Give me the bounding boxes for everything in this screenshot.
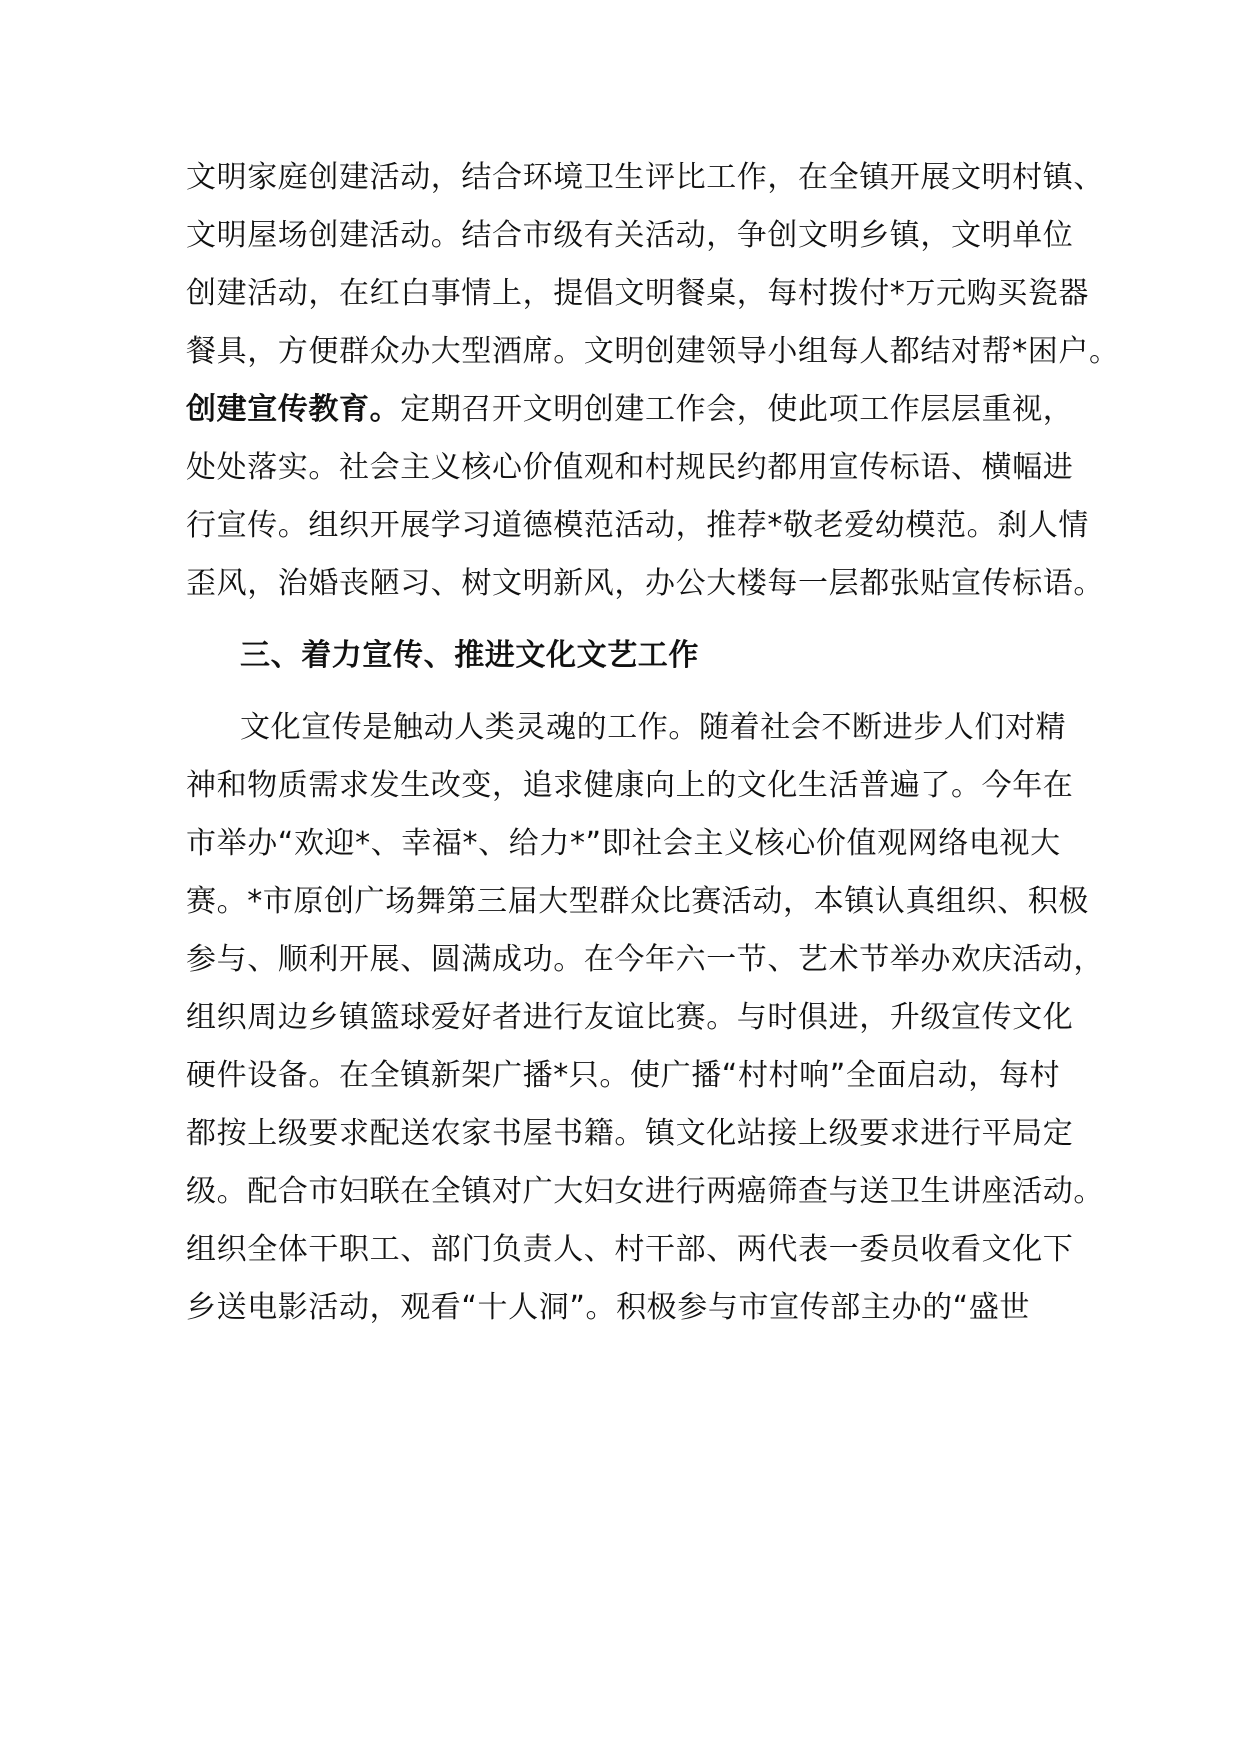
paragraph2-bold-lead: 创建宣传教育。 xyxy=(186,392,401,427)
paragraph3-line-2: 神和物质需求发生改变，追求健康向上的文化生活普遍了。今年在 xyxy=(186,768,1074,803)
section-heading: 三、着力宣传、推进文化文艺工作 xyxy=(240,638,699,673)
paragraph3-line-1: 文化宣传是触动人类灵魂的工作。随着社会不断进步人们对精 xyxy=(240,710,1067,745)
paragraph3-line-5: 参与、顺利开展、圆满成功。在今年六一节、艺术节举办欢庆活动， xyxy=(186,942,1104,977)
paragraph2-line-3: 行宣传。组织开展学习道德模范活动，推荐*敬老爱幼模范。刹人情 xyxy=(186,508,1089,543)
paragraph3-line-8: 都按上级要求配送农家书屋书籍。镇文化站接上级要求进行平局定 xyxy=(186,1116,1074,1151)
paragraph3-line-6: 组织周边乡镇篮球爱好者进行友谊比赛。与时俱进，升级宣传文化 xyxy=(186,1000,1074,1035)
paragraph3-line-3: 市举办“欢迎*、幸福*、给力*”即社会主义核心价值观网络电视大 xyxy=(186,826,1061,861)
paragraph3-line-4: 赛。*市原创广场舞第三届大型群众比赛活动，本镇认真组织、积极 xyxy=(186,884,1089,919)
paragraph1-line-2: 文明屋场创建活动。结合市级有关活动，争创文明乡镇，文明单位 xyxy=(186,218,1074,253)
paragraph2-line-1 xyxy=(186,390,1086,430)
paragraph3-line-11: 乡送电影活动，观看“十人洞”。积极参与市宣传部主办的“盛世 xyxy=(186,1290,1031,1325)
paragraph2-first-line-rest: 定期召开文明创建工作会，使此项工作层层重视， xyxy=(400,392,1074,427)
paragraph3-line-10: 组织全体干职工、部门负责人、村干部、两代表一委员收看文化下 xyxy=(186,1232,1074,1267)
paragraph1-line-1: 文明家庭创建活动，结合环境卫生评比工作，在全镇开展文明村镇、 xyxy=(186,160,1104,195)
paragraph2-line-2: 处处落实。社会主义核心价值观和村规民约都用宣传标语、横幅进 xyxy=(186,450,1074,485)
paragraph2-line-4: 歪风，治婚丧陋习、树文明新风，办公大楼每一层都张贴宣传标语。 xyxy=(186,566,1104,601)
paragraph3-line-7: 硬件设备。在全镇新架广播*只。使广播“村村响”全面启动，每村 xyxy=(186,1058,1061,1093)
paragraph1-line-3: 创建活动，在红白事情上，提倡文明餐桌，每村拨付*万元购买瓷器 xyxy=(186,276,1089,311)
paragraph1-line-4: 餐具，方便群众办大型酒席。文明创建领导小组每人都结对帮*困户。 xyxy=(186,334,1120,369)
paragraph3-line-9: 级。配合市妇联在全镇对广大妇女进行两癌筛查与送卫生讲座活动。 xyxy=(186,1174,1104,1209)
